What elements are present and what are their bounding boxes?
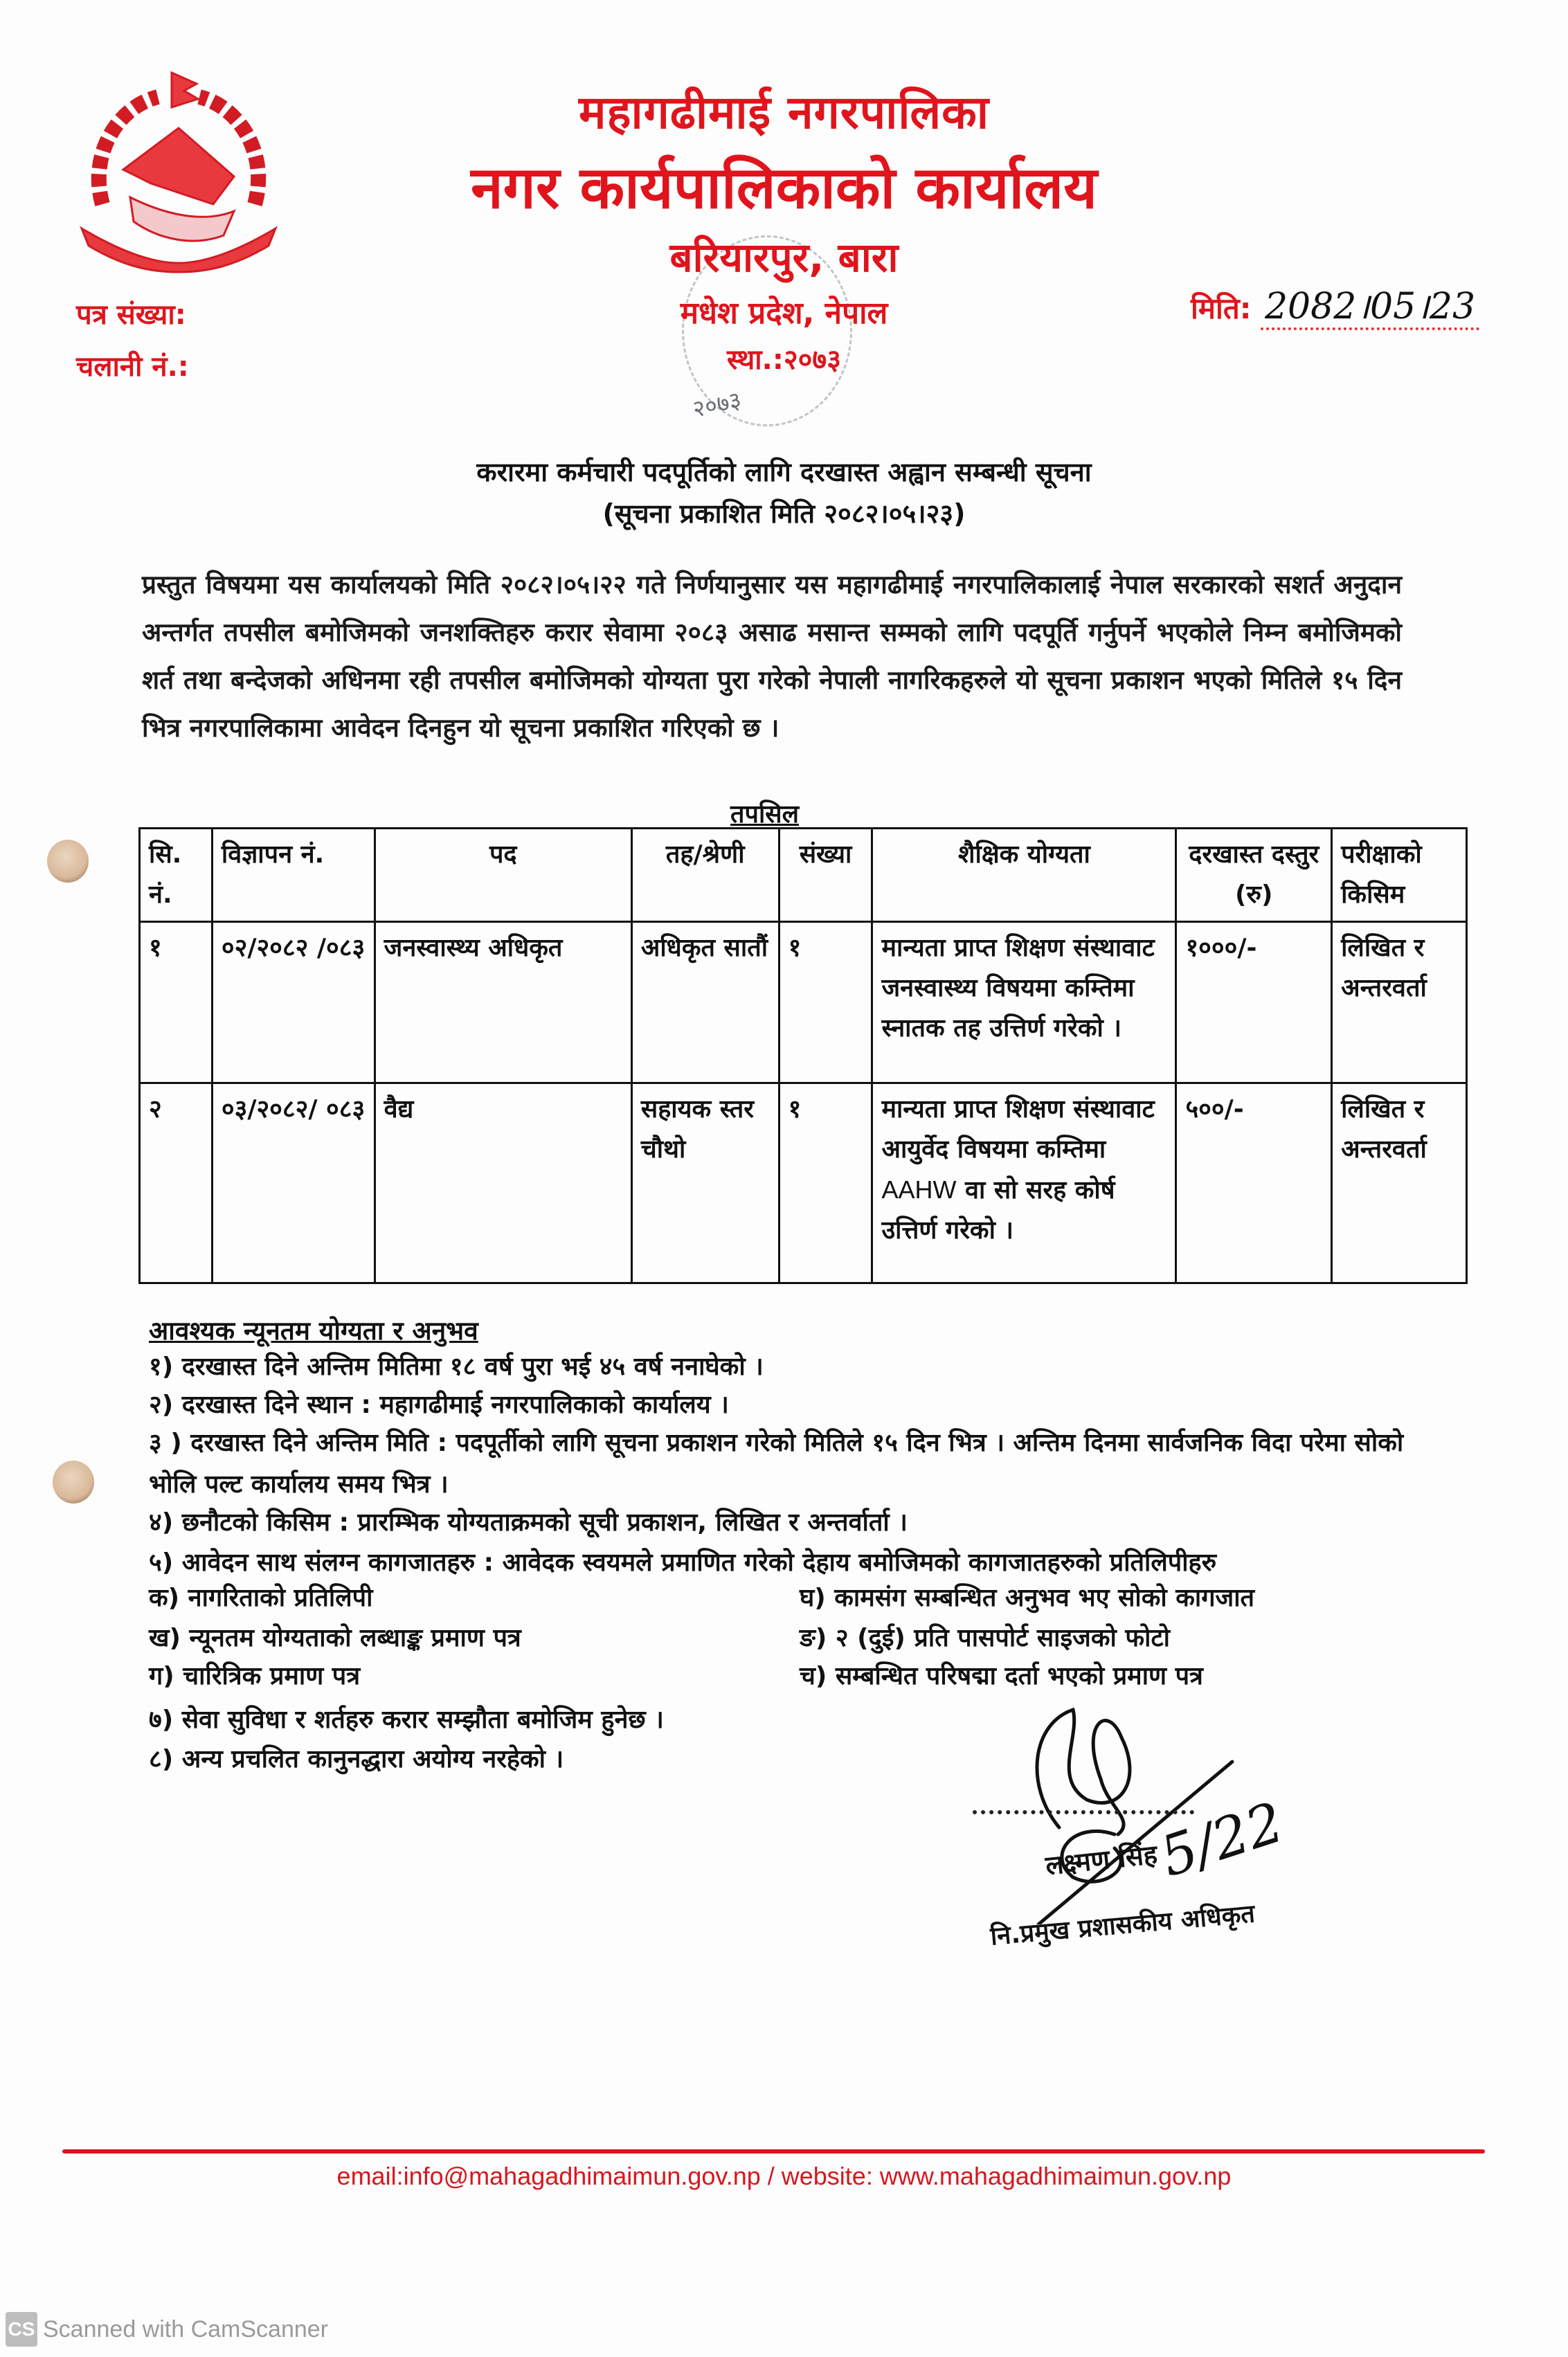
signatory-designation: नि.प्रमुख प्रशासकीय अधिकृत — [989, 1899, 1256, 1951]
punch-hole — [53, 1461, 94, 1503]
camscanner-logo-icon: CS — [6, 2312, 37, 2347]
requirement-item: १) दरखास्त दिने अन्तिम मितिमा १८ वर्ष पुरा भई ४५ वर्ष ननाघेको । — [149, 1353, 764, 1381]
vacancy-table — [138, 827, 1468, 1284]
footer-divider — [62, 2149, 1485, 2153]
camscanner-text: Scanned with CamScanner — [43, 2315, 329, 2342]
notice-subtitle: (सूचना प्रकाशित मिति २०८२।०५।२३) — [602, 498, 966, 529]
col-header-qualification: शैक्षिक योग्यता — [872, 829, 1176, 922]
office-name: नगर कार्यपालिकाको कार्यालय — [471, 154, 1097, 222]
date-field — [1191, 280, 1479, 329]
cell-qualification: मान्यता प्राप्त शिक्षण संस्थावाट जनस्वास्थ्य विषयमा कम्तिमा स्नातक तह उत्तिर्ण गरेको । — [872, 922, 1176, 1083]
signature-date-note: 5/22 — [1153, 1789, 1291, 1890]
office-province: मधेश प्रदेश, नेपाल — [680, 296, 888, 331]
col-header-post: पद — [375, 829, 631, 922]
cell-fee: ५००/- — [1176, 1083, 1332, 1283]
col-header-count: संख्या — [779, 829, 872, 922]
requirement-item: ७) सेवा सुविधा र शर्तहरु करार सम्झौता बमोजिम हुनेछ । — [149, 1706, 664, 1734]
seal-year: २०७३ — [690, 386, 744, 424]
cell-level: अधिकृत सातौं — [631, 922, 779, 1083]
signatory-name: लक्ष्मण सिंह — [1044, 1839, 1159, 1881]
cell-count: १ — [779, 1083, 872, 1283]
document-item: क) नागरिताको प्रतिलिपी — [149, 1584, 373, 1612]
signature-line — [973, 1810, 1194, 1814]
cell-count: १ — [779, 922, 872, 1083]
requirement-item: ३ ) दरखास्त दिने अन्तिम मिति : पदपूर्तीको लागि सूचना प्रकाशन गरेको मितिले १५ दिन भित्र । अन्तिम दिनमा सार्वजनिक विदा परेमा सोको भोलि पल्ट कार्यालय समय भित्र । — [149, 1429, 1404, 1499]
document-item: च) सम्बन्धित परिषद्मा दर्ता भएको प्रमाण पत्र — [800, 1662, 1203, 1690]
document-item: ख) न्यूनतम योग्यताको लब्धाङ्क प्रमाण पत्र — [149, 1624, 521, 1652]
cell-exam: लिखित र अन्तरवर्ता — [1332, 922, 1467, 1083]
table-caption: तपसिल — [730, 800, 800, 829]
col-header-exam: परीक्षाको किसिम — [1332, 829, 1467, 922]
document-item: ग) चारित्रिक प्रमाण पत्र — [149, 1662, 361, 1690]
date-value: 2082।05।23 — [1261, 286, 1479, 330]
cell-level: सहायक स्तर चौथो — [631, 1083, 779, 1283]
requirement-item: ४) छनौटको किसिम : प्रारम्भिक योग्यताक्रमको सूची प्रकाशन, लिखित र अन्तर्वार्ता । — [149, 1508, 908, 1537]
document-item: घ) कामसंग सम्बन्धित अनुभव भए सोको कागजात — [800, 1584, 1255, 1612]
footer-contact: email:info@mahagadhimaimun.gov.np / website: www.mahagadhimaimun.gov.np — [336, 2162, 1232, 2190]
municipality-name: महागढीमाई नगरपालिका — [579, 86, 989, 139]
col-header-ad-no: विज्ञापन नं. — [212, 829, 375, 922]
date-label: मिति: — [1191, 291, 1252, 325]
notice-body: प्रस्तुत विषयमा यस कार्यालयको मिति २०८२।०५।२२ गते निर्णयानुसार यस महागढीमाई नगरपालिकालाई नेपाल सरकारको सशर्त अनुदान अन्तर्गत तपसील बमोजिमको जनशक्तिहरु करार सेवामा २०८३ असाढ मसान्त सम्मको लागि पदपूर्ति गर्नुपर्ने भएकोले निम्न बमोजिमको शर्त तथा बन्देजको अधिनमा रही तपसील बमोजिमको योग्यता पुरा गरेको नेपाली नागरिकहरुले यो सूचना प्रकाशन भएको मितिले १५ दिन भित्र नगरपालिकामा आवेदन दिनहुन यो सूचना प्रकाशित गरिएको छ । — [142, 570, 1402, 743]
camscanner-watermark — [6, 2312, 328, 2347]
qualification-text: मान्यता प्राप्त शिक्षण संस्थावाट आयुर्वेद विषयमा कम्तिमा — [881, 1095, 1155, 1164]
cell-post: वैद्य — [375, 1083, 631, 1283]
table-row — [140, 1083, 1467, 1283]
cell-ad-no: ०३/२०८२/ ०८३ — [212, 1083, 375, 1283]
notice-title: करारमा कर्मचारी पदपूर्तिको लागि दरखास्त अह्वान सम्बन्धी सूचना — [476, 457, 1092, 487]
cell-sn: २ — [140, 1083, 213, 1283]
document-item: ङ) २ (दुई) प्रति पासपोर्ट साइजको फोटो — [800, 1624, 1170, 1652]
established-year: स्था.:२०७३ — [726, 344, 842, 376]
cell-ad-no: ०२/२०८२ /०८३ — [212, 922, 375, 1083]
punch-hole — [47, 840, 89, 883]
cell-sn: १ — [140, 922, 213, 1083]
qualification-text: वा सो सरह कोर्ष उत्तिर्ण गरेको । — [881, 1176, 1115, 1245]
col-header-level: तह/श्रेणी — [631, 829, 779, 922]
dispatch-number-label: चलानी नं.: — [76, 351, 189, 383]
col-header-fee: दरखास्त दस्तुर (रु) — [1176, 829, 1332, 922]
col-header-sn: सि. नं. — [140, 829, 213, 922]
cell-post: जनस्वास्थ्य अधिकृत — [375, 922, 631, 1083]
requirement-item: ५) आवेदन साथ संलग्न कागजातहरु : आवेदक स्वयमले प्रमाणित गरेको देहाय बमोजिमको कागजातहरुको प्रतिलिपीहरु — [149, 1548, 1217, 1577]
cell-qualification — [872, 1083, 1176, 1283]
letter-number-label: पत्र संख्या: — [76, 299, 186, 331]
table-row — [140, 922, 1467, 1083]
table-header-row — [140, 829, 1467, 922]
office-location: बरियारपुर, बारा — [669, 234, 899, 281]
requirement-item: २) दरखास्त दिने स्थान : महागढीमाई नगरपालिकाको कार्यालय । — [149, 1391, 729, 1419]
cell-fee: १०००/- — [1176, 922, 1332, 1083]
qualification-course-code: AAHW — [881, 1175, 957, 1204]
requirement-item: ८) अन्य प्रचलित कानुनद्धारा अयोग्य नरहेको । — [149, 1745, 564, 1773]
requirements-title: आवश्यक न्यूनतम योग्यता र अनुभव — [149, 1316, 478, 1346]
cell-exam: लिखित र अन्तरवर्ता — [1332, 1083, 1467, 1283]
